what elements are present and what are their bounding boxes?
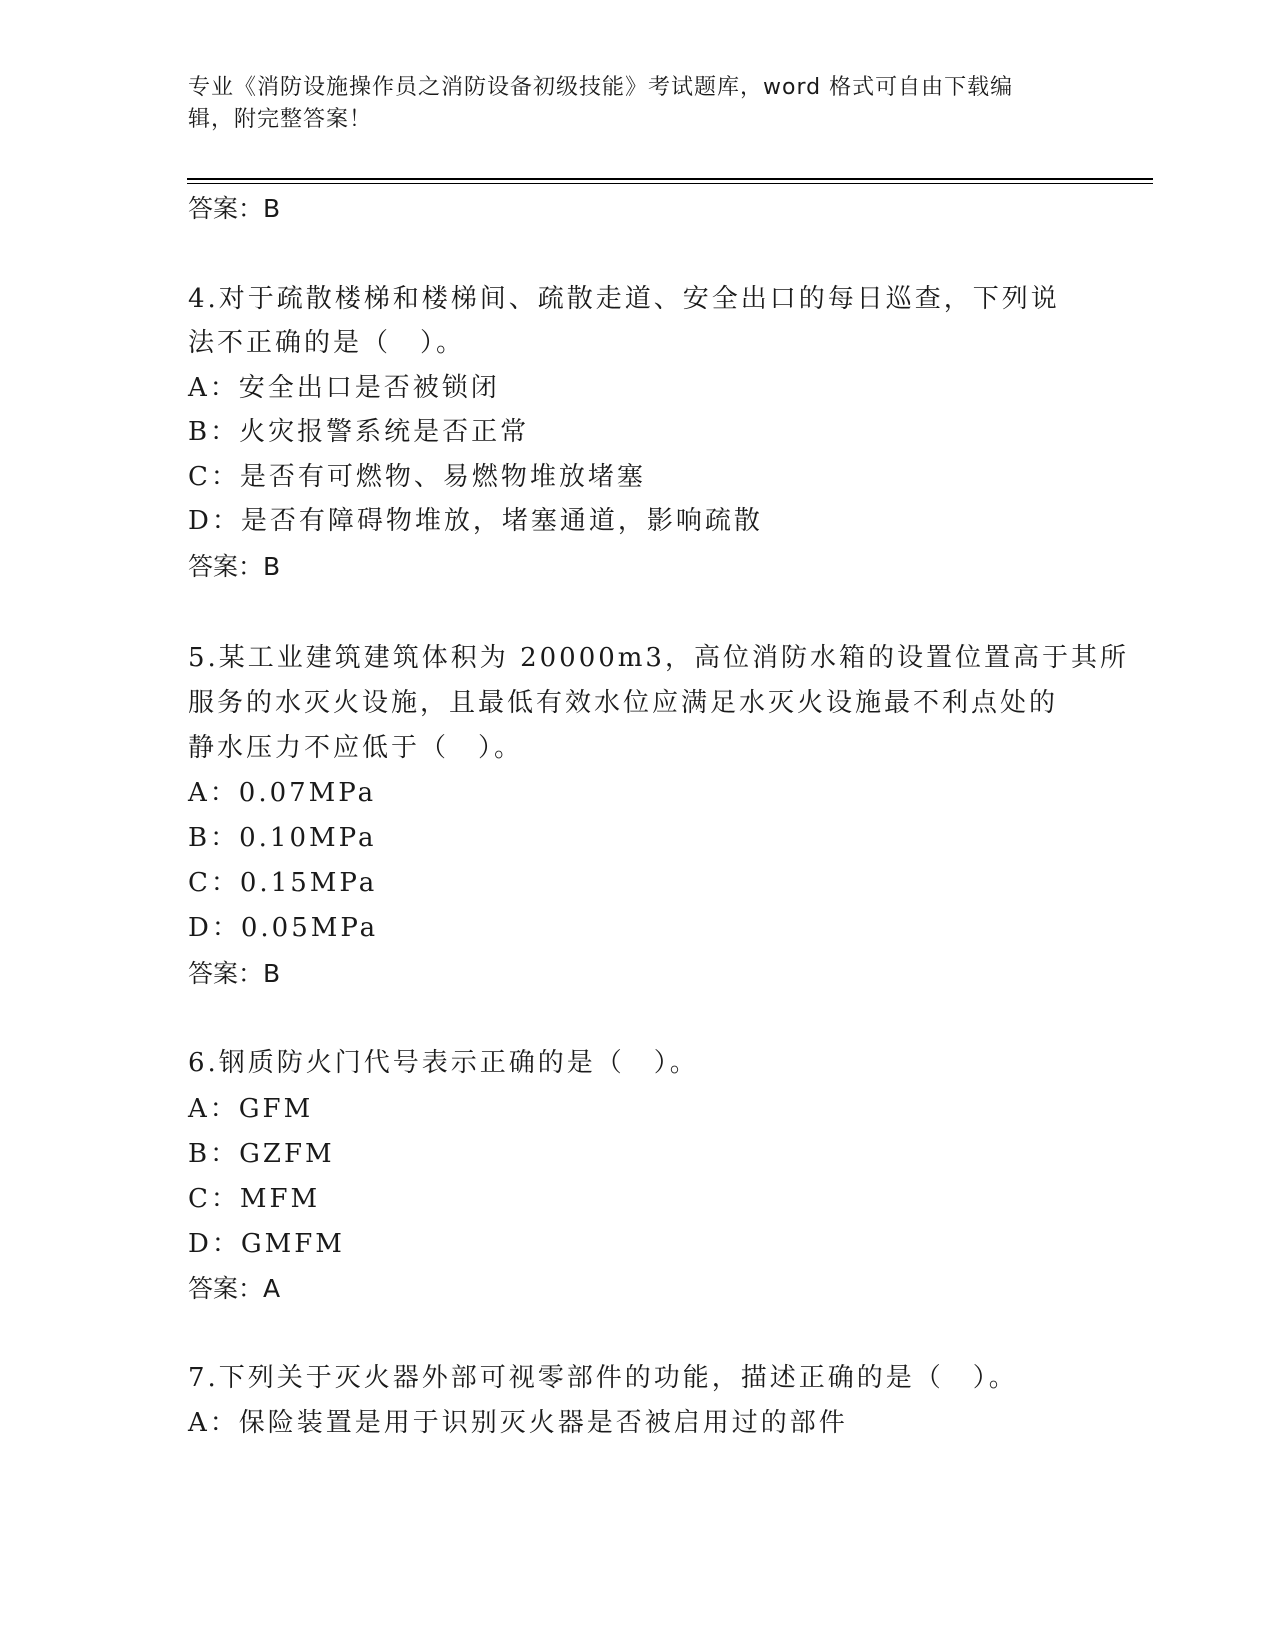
answer-q3: 答案：B [188, 194, 281, 223]
question-6-option-a: A：GFM [188, 1094, 314, 1124]
question-5-option-c: C：0.15MPa [188, 868, 378, 898]
question-4-line-1: 4.对于疏散楼梯和楼梯间、疏散走道、安全出口的每日巡查，下列说 [188, 284, 1060, 314]
header-divider-thin [187, 183, 1153, 184]
answer-q5: 答案：B [188, 959, 281, 988]
question-4-line-2: 法不正确的是（ ）。 [188, 328, 466, 358]
question-4-option-d: D：是否有障碍物堆放，堵塞通道，影响疏散 [188, 506, 763, 536]
header-divider-thick [187, 178, 1153, 180]
document-header [188, 72, 1088, 136]
question-6-option-d: D：GMFM [188, 1229, 345, 1259]
question-5-option-b: B：0.10MPa [188, 823, 377, 853]
question-6-option-b: B：GZFM [188, 1139, 335, 1169]
question-5-option-d: D：0.05MPa [188, 913, 379, 943]
header-line-1: 专业《消防设施操作员之消防设备初级技能》考试题库，word 格式可自由下载编 [188, 75, 1014, 100]
question-7-line-1: 7.下列关于灭火器外部可视零部件的功能，描述正确的是（ ）。 [188, 1363, 1018, 1393]
answer-q6: 答案：A [188, 1274, 281, 1303]
question-6-option-c: C：MFM [188, 1184, 321, 1214]
question-6-line-1: 6.钢质防火门代号表示正确的是（ ）。 [188, 1048, 699, 1078]
question-5-option-a: A：0.07MPa [188, 778, 377, 808]
header-line-2: 辑，附完整答案！ [188, 107, 373, 132]
question-4-option-c: C：是否有可燃物、易燃物堆放堵塞 [188, 462, 646, 492]
answer-q4: 答案：B [188, 552, 281, 581]
question-7-option-a: A：保险装置是用于识别灭火器是否被启用过的部件 [188, 1408, 848, 1438]
question-4-option-b: B：火灾报警系统是否正常 [188, 417, 530, 447]
question-5-line-2: 服务的水灭火设施，且最低有效水位应满足水灭火设施最不利点处的 [188, 688, 1059, 718]
question-5-line-3: 静水压力不应低于（ ）。 [188, 733, 524, 763]
question-4-option-a: A：安全出口是否被锁闭 [188, 373, 500, 403]
question-5-line-1: 5.某工业建筑建筑体积为 20000m3，高位消防水箱的设置位置高于其所 [188, 643, 1129, 673]
